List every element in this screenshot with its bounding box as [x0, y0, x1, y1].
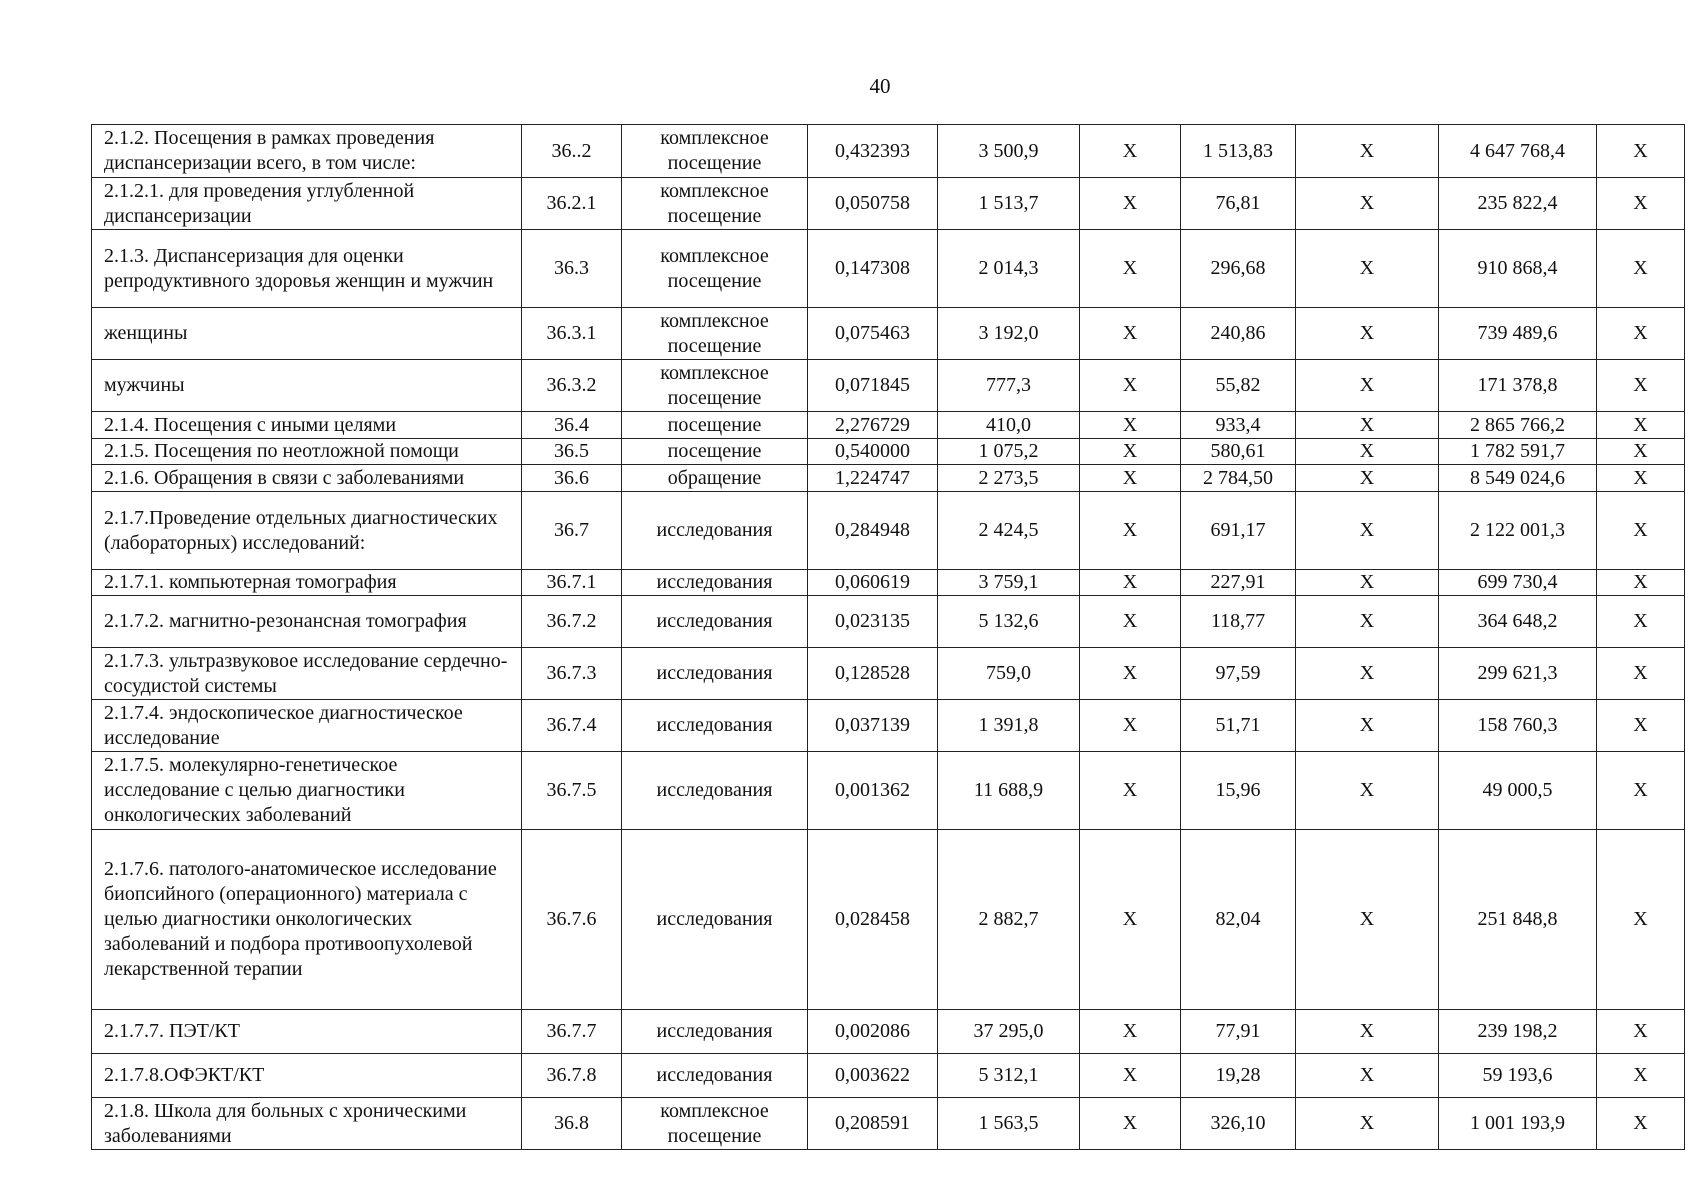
table-row [92, 125, 1685, 178]
row-x-cell: X [1080, 465, 1181, 492]
row-total-cell: 2 122 001,3 [1439, 492, 1597, 570]
row-x-cell: X [1597, 125, 1685, 178]
row-x-cell: X [1080, 570, 1181, 596]
row-cost-cell: 3 759,1 [938, 570, 1080, 596]
row-code-cell: 36.7.3 [522, 648, 622, 700]
row-code-cell: 36..2 [522, 125, 622, 178]
row-x-cell: X [1597, 178, 1685, 230]
data-table [91, 124, 1685, 1150]
row-total-cell: 8 549 024,6 [1439, 465, 1597, 492]
row-code-cell: 36.7.6 [522, 830, 622, 1010]
row-x-cell: X [1296, 412, 1439, 439]
row-total-cell: 4 647 768,4 [1439, 125, 1597, 178]
row-code-cell: 36.3.2 [522, 360, 622, 412]
row-x-cell: X [1296, 1010, 1439, 1054]
table-row [92, 570, 1685, 596]
row-code-cell: 36.3.1 [522, 308, 622, 360]
row-name-cell: 2.1.6. Обращения в связи с заболеваниями [92, 465, 522, 492]
row-x-cell: X [1296, 700, 1439, 752]
row-per-capita-cell: 82,04 [1181, 830, 1296, 1010]
row-unit-cell: исследования [622, 596, 808, 648]
row-cost-cell: 5 132,6 [938, 596, 1080, 648]
row-unit-cell: исследования [622, 752, 808, 830]
row-x-cell: X [1080, 360, 1181, 412]
row-code-cell: 36.4 [522, 412, 622, 439]
row-normative-cell: 0,208591 [808, 1098, 938, 1150]
row-per-capita-cell: 19,28 [1181, 1054, 1296, 1098]
row-x-cell: X [1296, 178, 1439, 230]
row-x-cell: X [1296, 752, 1439, 830]
row-unit-cell: посещение [622, 412, 808, 439]
row-per-capita-cell: 933,4 [1181, 412, 1296, 439]
row-unit-cell: исследования [622, 648, 808, 700]
row-unit-cell: обращение [622, 465, 808, 492]
row-unit-cell: исследования [622, 700, 808, 752]
row-x-cell: X [1597, 360, 1685, 412]
row-cost-cell: 3 192,0 [938, 308, 1080, 360]
row-code-cell: 36.7.2 [522, 596, 622, 648]
row-x-cell: X [1296, 308, 1439, 360]
row-total-cell: 251 848,8 [1439, 830, 1597, 1010]
row-name-cell: 2.1.7.6. патолого-анатомическое исследование биопсийного (операционного) материала с целью диагностики онкологических заболеваний и подбора противоопухолевой лекарственной терапии [92, 830, 522, 1010]
row-name-cell: 2.1.4. Посещения с иными целями [92, 412, 522, 439]
row-cost-cell: 11 688,9 [938, 752, 1080, 830]
row-normative-cell: 0,075463 [808, 308, 938, 360]
row-name-cell: 2.1.8. Школа для больных с хроническими заболеваниями [92, 1098, 522, 1150]
row-name-cell: 2.1.2.1. для проведения углубленной диспансеризации [92, 178, 522, 230]
row-code-cell: 36.7.5 [522, 752, 622, 830]
row-normative-cell: 1,224747 [808, 465, 938, 492]
row-unit-cell: комплексное посещение [622, 308, 808, 360]
row-code-cell: 36.7 [522, 492, 622, 570]
row-x-cell: X [1597, 648, 1685, 700]
table-row [92, 1054, 1685, 1098]
table-row [92, 308, 1685, 360]
row-x-cell: X [1080, 1098, 1181, 1150]
row-name-cell: 2.1.5. Посещения по неотложной помощи [92, 439, 522, 465]
row-unit-cell: исследования [622, 1054, 808, 1098]
row-unit-cell: комплексное посещение [622, 125, 808, 178]
row-total-cell: 299 621,3 [1439, 648, 1597, 700]
row-name-cell: 2.1.7.4. эндоскопическое диагностическое исследование [92, 700, 522, 752]
table-row [92, 648, 1685, 700]
row-cost-cell: 1 563,5 [938, 1098, 1080, 1150]
row-cost-cell: 5 312,1 [938, 1054, 1080, 1098]
row-name-cell: 2.1.2. Посещения в рамках проведения диспансеризации всего, в том числе: [92, 125, 522, 178]
row-x-cell: X [1080, 125, 1181, 178]
page-number: 40 [869, 74, 891, 98]
table-row [92, 700, 1685, 752]
row-per-capita-cell: 227,91 [1181, 570, 1296, 596]
row-normative-cell: 0,023135 [808, 596, 938, 648]
table-body [92, 125, 1685, 1150]
row-total-cell: 1 782 591,7 [1439, 439, 1597, 465]
row-x-cell: X [1597, 700, 1685, 752]
row-normative-cell: 0,071845 [808, 360, 938, 412]
row-cost-cell: 2 014,3 [938, 230, 1080, 308]
row-per-capita-cell: 2 784,50 [1181, 465, 1296, 492]
row-per-capita-cell: 97,59 [1181, 648, 1296, 700]
row-x-cell: X [1597, 1010, 1685, 1054]
row-x-cell: X [1080, 230, 1181, 308]
row-x-cell: X [1080, 648, 1181, 700]
row-unit-cell: исследования [622, 570, 808, 596]
row-unit-cell: комплексное посещение [622, 230, 808, 308]
row-normative-cell: 0,540000 [808, 439, 938, 465]
row-per-capita-cell: 76,81 [1181, 178, 1296, 230]
row-unit-cell: посещение [622, 439, 808, 465]
row-x-cell: X [1597, 439, 1685, 465]
row-total-cell: 1 001 193,9 [1439, 1098, 1597, 1150]
row-code-cell: 36.7.4 [522, 700, 622, 752]
row-cost-cell: 2 424,5 [938, 492, 1080, 570]
row-x-cell: X [1597, 570, 1685, 596]
row-total-cell: 2 865 766,2 [1439, 412, 1597, 439]
row-x-cell: X [1080, 439, 1181, 465]
row-per-capita-cell: 580,61 [1181, 439, 1296, 465]
row-x-cell: X [1080, 178, 1181, 230]
row-normative-cell: 2,276729 [808, 412, 938, 439]
row-code-cell: 36.5 [522, 439, 622, 465]
row-normative-cell: 0,037139 [808, 700, 938, 752]
row-per-capita-cell: 326,10 [1181, 1098, 1296, 1150]
row-code-cell: 36.8 [522, 1098, 622, 1150]
row-x-cell: X [1296, 465, 1439, 492]
row-per-capita-cell: 118,77 [1181, 596, 1296, 648]
row-per-capita-cell: 15,96 [1181, 752, 1296, 830]
row-total-cell: 364 648,2 [1439, 596, 1597, 648]
row-total-cell: 699 730,4 [1439, 570, 1597, 596]
row-per-capita-cell: 296,68 [1181, 230, 1296, 308]
row-x-cell: X [1080, 308, 1181, 360]
table-row [92, 360, 1685, 412]
row-x-cell: X [1296, 648, 1439, 700]
row-x-cell: X [1080, 700, 1181, 752]
row-normative-cell: 0,001362 [808, 752, 938, 830]
row-x-cell: X [1296, 830, 1439, 1010]
row-code-cell: 36.7.7 [522, 1010, 622, 1054]
row-normative-cell: 0,432393 [808, 125, 938, 178]
row-x-cell: X [1597, 830, 1685, 1010]
row-per-capita-cell: 55,82 [1181, 360, 1296, 412]
table-row [92, 596, 1685, 648]
table-row [92, 439, 1685, 465]
row-x-cell: X [1597, 1098, 1685, 1150]
row-x-cell: X [1080, 412, 1181, 439]
row-x-cell: X [1296, 230, 1439, 308]
row-code-cell: 36.7.1 [522, 570, 622, 596]
row-per-capita-cell: 51,71 [1181, 700, 1296, 752]
row-cost-cell: 2 882,7 [938, 830, 1080, 1010]
row-x-cell: X [1296, 1054, 1439, 1098]
row-per-capita-cell: 240,86 [1181, 308, 1296, 360]
row-name-cell: 2.1.7.1. компьютерная томография [92, 570, 522, 596]
row-x-cell: X [1296, 439, 1439, 465]
table-row [92, 492, 1685, 570]
table-row [92, 230, 1685, 308]
row-cost-cell: 37 295,0 [938, 1010, 1080, 1054]
row-cost-cell: 1 513,7 [938, 178, 1080, 230]
row-normative-cell: 0,147308 [808, 230, 938, 308]
row-cost-cell: 759,0 [938, 648, 1080, 700]
table-row [92, 412, 1685, 439]
row-x-cell: X [1597, 1054, 1685, 1098]
row-normative-cell: 0,050758 [808, 178, 938, 230]
row-total-cell: 171 378,8 [1439, 360, 1597, 412]
table-row [92, 178, 1685, 230]
row-total-cell: 158 760,3 [1439, 700, 1597, 752]
row-unit-cell: комплексное посещение [622, 178, 808, 230]
row-cost-cell: 1 075,2 [938, 439, 1080, 465]
row-code-cell: 36.6 [522, 465, 622, 492]
row-cost-cell: 3 500,9 [938, 125, 1080, 178]
row-x-cell: X [1296, 492, 1439, 570]
row-x-cell: X [1080, 752, 1181, 830]
row-x-cell: X [1080, 492, 1181, 570]
row-name-cell: мужчины [92, 360, 522, 412]
row-cost-cell: 410,0 [938, 412, 1080, 439]
row-x-cell: X [1597, 752, 1685, 830]
row-cost-cell: 777,3 [938, 360, 1080, 412]
row-name-cell: 2.1.7.8.ОФЭКТ/КТ [92, 1054, 522, 1098]
row-x-cell: X [1597, 465, 1685, 492]
row-x-cell: X [1296, 360, 1439, 412]
row-per-capita-cell: 77,91 [1181, 1010, 1296, 1054]
row-unit-cell: комплексное посещение [622, 1098, 808, 1150]
row-x-cell: X [1597, 412, 1685, 439]
row-name-cell: 2.1.7.3. ультразвуковое исследование сердечно-сосудистой системы [92, 648, 522, 700]
row-unit-cell: исследования [622, 492, 808, 570]
row-unit-cell: исследования [622, 1010, 808, 1054]
table-row [92, 465, 1685, 492]
table-row [92, 830, 1685, 1010]
table-row [92, 752, 1685, 830]
table-row [92, 1010, 1685, 1054]
row-total-cell: 49 000,5 [1439, 752, 1597, 830]
row-total-cell: 235 822,4 [1439, 178, 1597, 230]
row-total-cell: 239 198,2 [1439, 1010, 1597, 1054]
row-x-cell: X [1296, 570, 1439, 596]
row-x-cell: X [1597, 492, 1685, 570]
row-code-cell: 36.2.1 [522, 178, 622, 230]
row-total-cell: 739 489,6 [1439, 308, 1597, 360]
row-code-cell: 36.7.8 [522, 1054, 622, 1098]
row-name-cell: 2.1.7.5. молекулярно-генетическое исследование с целью диагностики онкологических заболеваний [92, 752, 522, 830]
row-x-cell: X [1080, 1054, 1181, 1098]
row-x-cell: X [1080, 596, 1181, 648]
row-cost-cell: 1 391,8 [938, 700, 1080, 752]
table-row [92, 1098, 1685, 1150]
row-x-cell: X [1296, 1098, 1439, 1150]
row-x-cell: X [1296, 125, 1439, 178]
row-code-cell: 36.3 [522, 230, 622, 308]
row-normative-cell: 0,128528 [808, 648, 938, 700]
row-total-cell: 910 868,4 [1439, 230, 1597, 308]
row-total-cell: 59 193,6 [1439, 1054, 1597, 1098]
row-x-cell: X [1597, 230, 1685, 308]
row-normative-cell: 0,028458 [808, 830, 938, 1010]
row-x-cell: X [1296, 596, 1439, 648]
row-name-cell: 2.1.7.Проведение отдельных диагностических (лабораторных) исследований: [92, 492, 522, 570]
row-cost-cell: 2 273,5 [938, 465, 1080, 492]
row-x-cell: X [1597, 308, 1685, 360]
row-normative-cell: 0,060619 [808, 570, 938, 596]
row-per-capita-cell: 1 513,83 [1181, 125, 1296, 178]
row-unit-cell: исследования [622, 830, 808, 1010]
row-x-cell: X [1080, 830, 1181, 1010]
row-per-capita-cell: 691,17 [1181, 492, 1296, 570]
row-name-cell: 2.1.3. Диспансеризация для оценки репродуктивного здоровья женщин и мужчин [92, 230, 522, 308]
row-name-cell: 2.1.7.2. магнитно-резонансная томография [92, 596, 522, 648]
row-name-cell: женщины [92, 308, 522, 360]
row-x-cell: X [1080, 1010, 1181, 1054]
row-unit-cell: комплексное посещение [622, 360, 808, 412]
row-normative-cell: 0,002086 [808, 1010, 938, 1054]
row-normative-cell: 0,284948 [808, 492, 938, 570]
row-normative-cell: 0,003622 [808, 1054, 938, 1098]
row-name-cell: 2.1.7.7. ПЭТ/КТ [92, 1010, 522, 1054]
row-x-cell: X [1597, 596, 1685, 648]
